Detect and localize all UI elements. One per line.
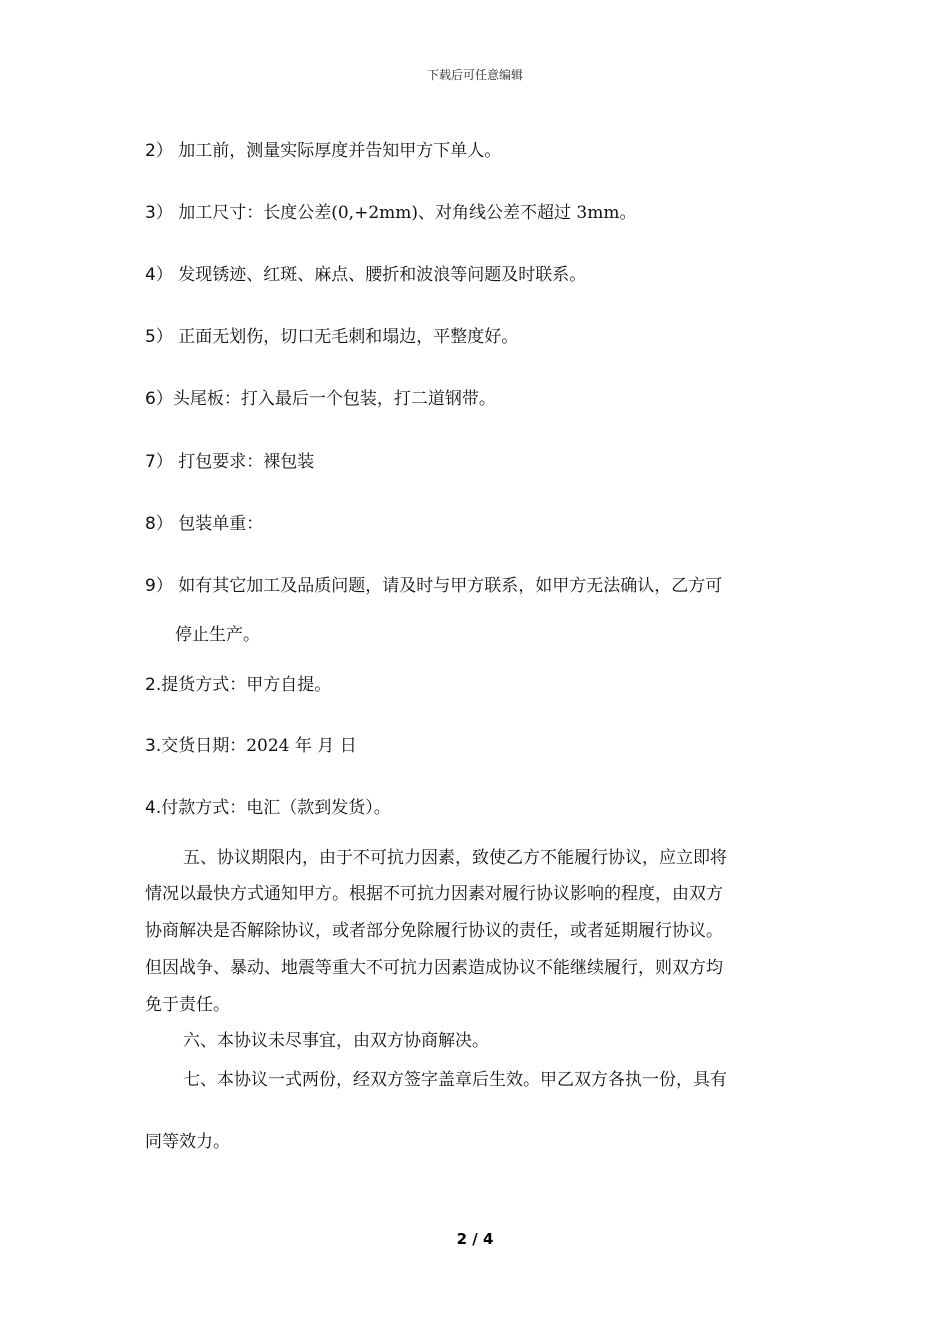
list-item xyxy=(145,202,636,224)
item-text: 正面无划伤，切口无毛刺和塌边，平整度好。 xyxy=(178,327,519,347)
list-item xyxy=(145,326,518,348)
item-number: 3） xyxy=(145,203,173,223)
item-number: 2） xyxy=(145,141,173,161)
page-header: 下载后可任意编辑 xyxy=(426,68,523,82)
list-item xyxy=(145,513,263,535)
item-text: 加工前，测量实际厚度并告知甲方下单人。 xyxy=(178,141,502,161)
clause-5-line: 但因战争、暴动、地震等重大不可抗力因素造成协议不能继续履行，则双方均 xyxy=(145,958,723,978)
clause-5-line: 协商解决是否解除协议，或者部分免除履行协议的责任，或者延期履行协议。 xyxy=(145,921,723,941)
page-number: 2 / 4 xyxy=(456,1230,494,1248)
section-number: 4. xyxy=(145,798,162,818)
section-item xyxy=(145,797,391,819)
clause-5-line: 情况以最快方式通知甲方。根据不可抗力因素对履行协议影响的程度，由双方 xyxy=(145,884,723,904)
list-item xyxy=(145,264,586,286)
section-item xyxy=(145,735,357,757)
clause-7-line: 同等效力。 xyxy=(145,1132,230,1152)
item-number: 8） xyxy=(145,514,173,534)
section-text: 交货日期：2024 年 月 日 xyxy=(161,736,357,756)
item-text: 包装单重： xyxy=(178,514,264,534)
clause-5-line: 五、协议期限内，由于不可抗力因素，致使乙方不能履行协议，应立即将 xyxy=(183,848,727,868)
list-item-continuation: 停止生产。 xyxy=(175,625,260,645)
item-number: 4） xyxy=(145,265,173,285)
clause-7-line: 七、本协议一式两份，经双方签字盖章后生效。甲乙双方各执一份，具有 xyxy=(183,1070,727,1090)
item-number: 6） xyxy=(145,389,173,409)
section-text: 付款方式：电汇（款到发货）。 xyxy=(161,798,391,818)
section-number: 2. xyxy=(145,675,162,695)
item-number: 9） xyxy=(145,576,173,596)
item-text: 打包要求：裸包装 xyxy=(178,452,315,472)
section-text: 提货方式：甲方自提。 xyxy=(161,675,332,695)
item-text: 加工尺寸：长度公差(0,+2mm)、对角线公差不超过 3mm。 xyxy=(178,203,637,223)
clause-5-line: 免于责任。 xyxy=(145,995,230,1015)
list-item xyxy=(145,388,496,410)
item-number: 5） xyxy=(145,327,173,347)
list-item xyxy=(145,140,501,162)
section-item xyxy=(145,674,331,696)
item-text: 如有其它加工及品质问题，请及时与甲方联系，如甲方无法确认，乙方可 xyxy=(178,576,723,596)
clause-6-line: 六、本协议未尽事宜，由双方协商解决。 xyxy=(183,1031,489,1051)
list-item xyxy=(145,575,722,597)
item-number: 7） xyxy=(145,452,173,472)
item-text: 发现锈迹、红斑、麻点、腰折和波浪等问题及时联系。 xyxy=(178,265,587,285)
list-item xyxy=(145,451,314,473)
item-text: 头尾板：打入最后一个包装，打二道钢带。 xyxy=(172,389,496,409)
section-number: 3. xyxy=(145,736,162,756)
